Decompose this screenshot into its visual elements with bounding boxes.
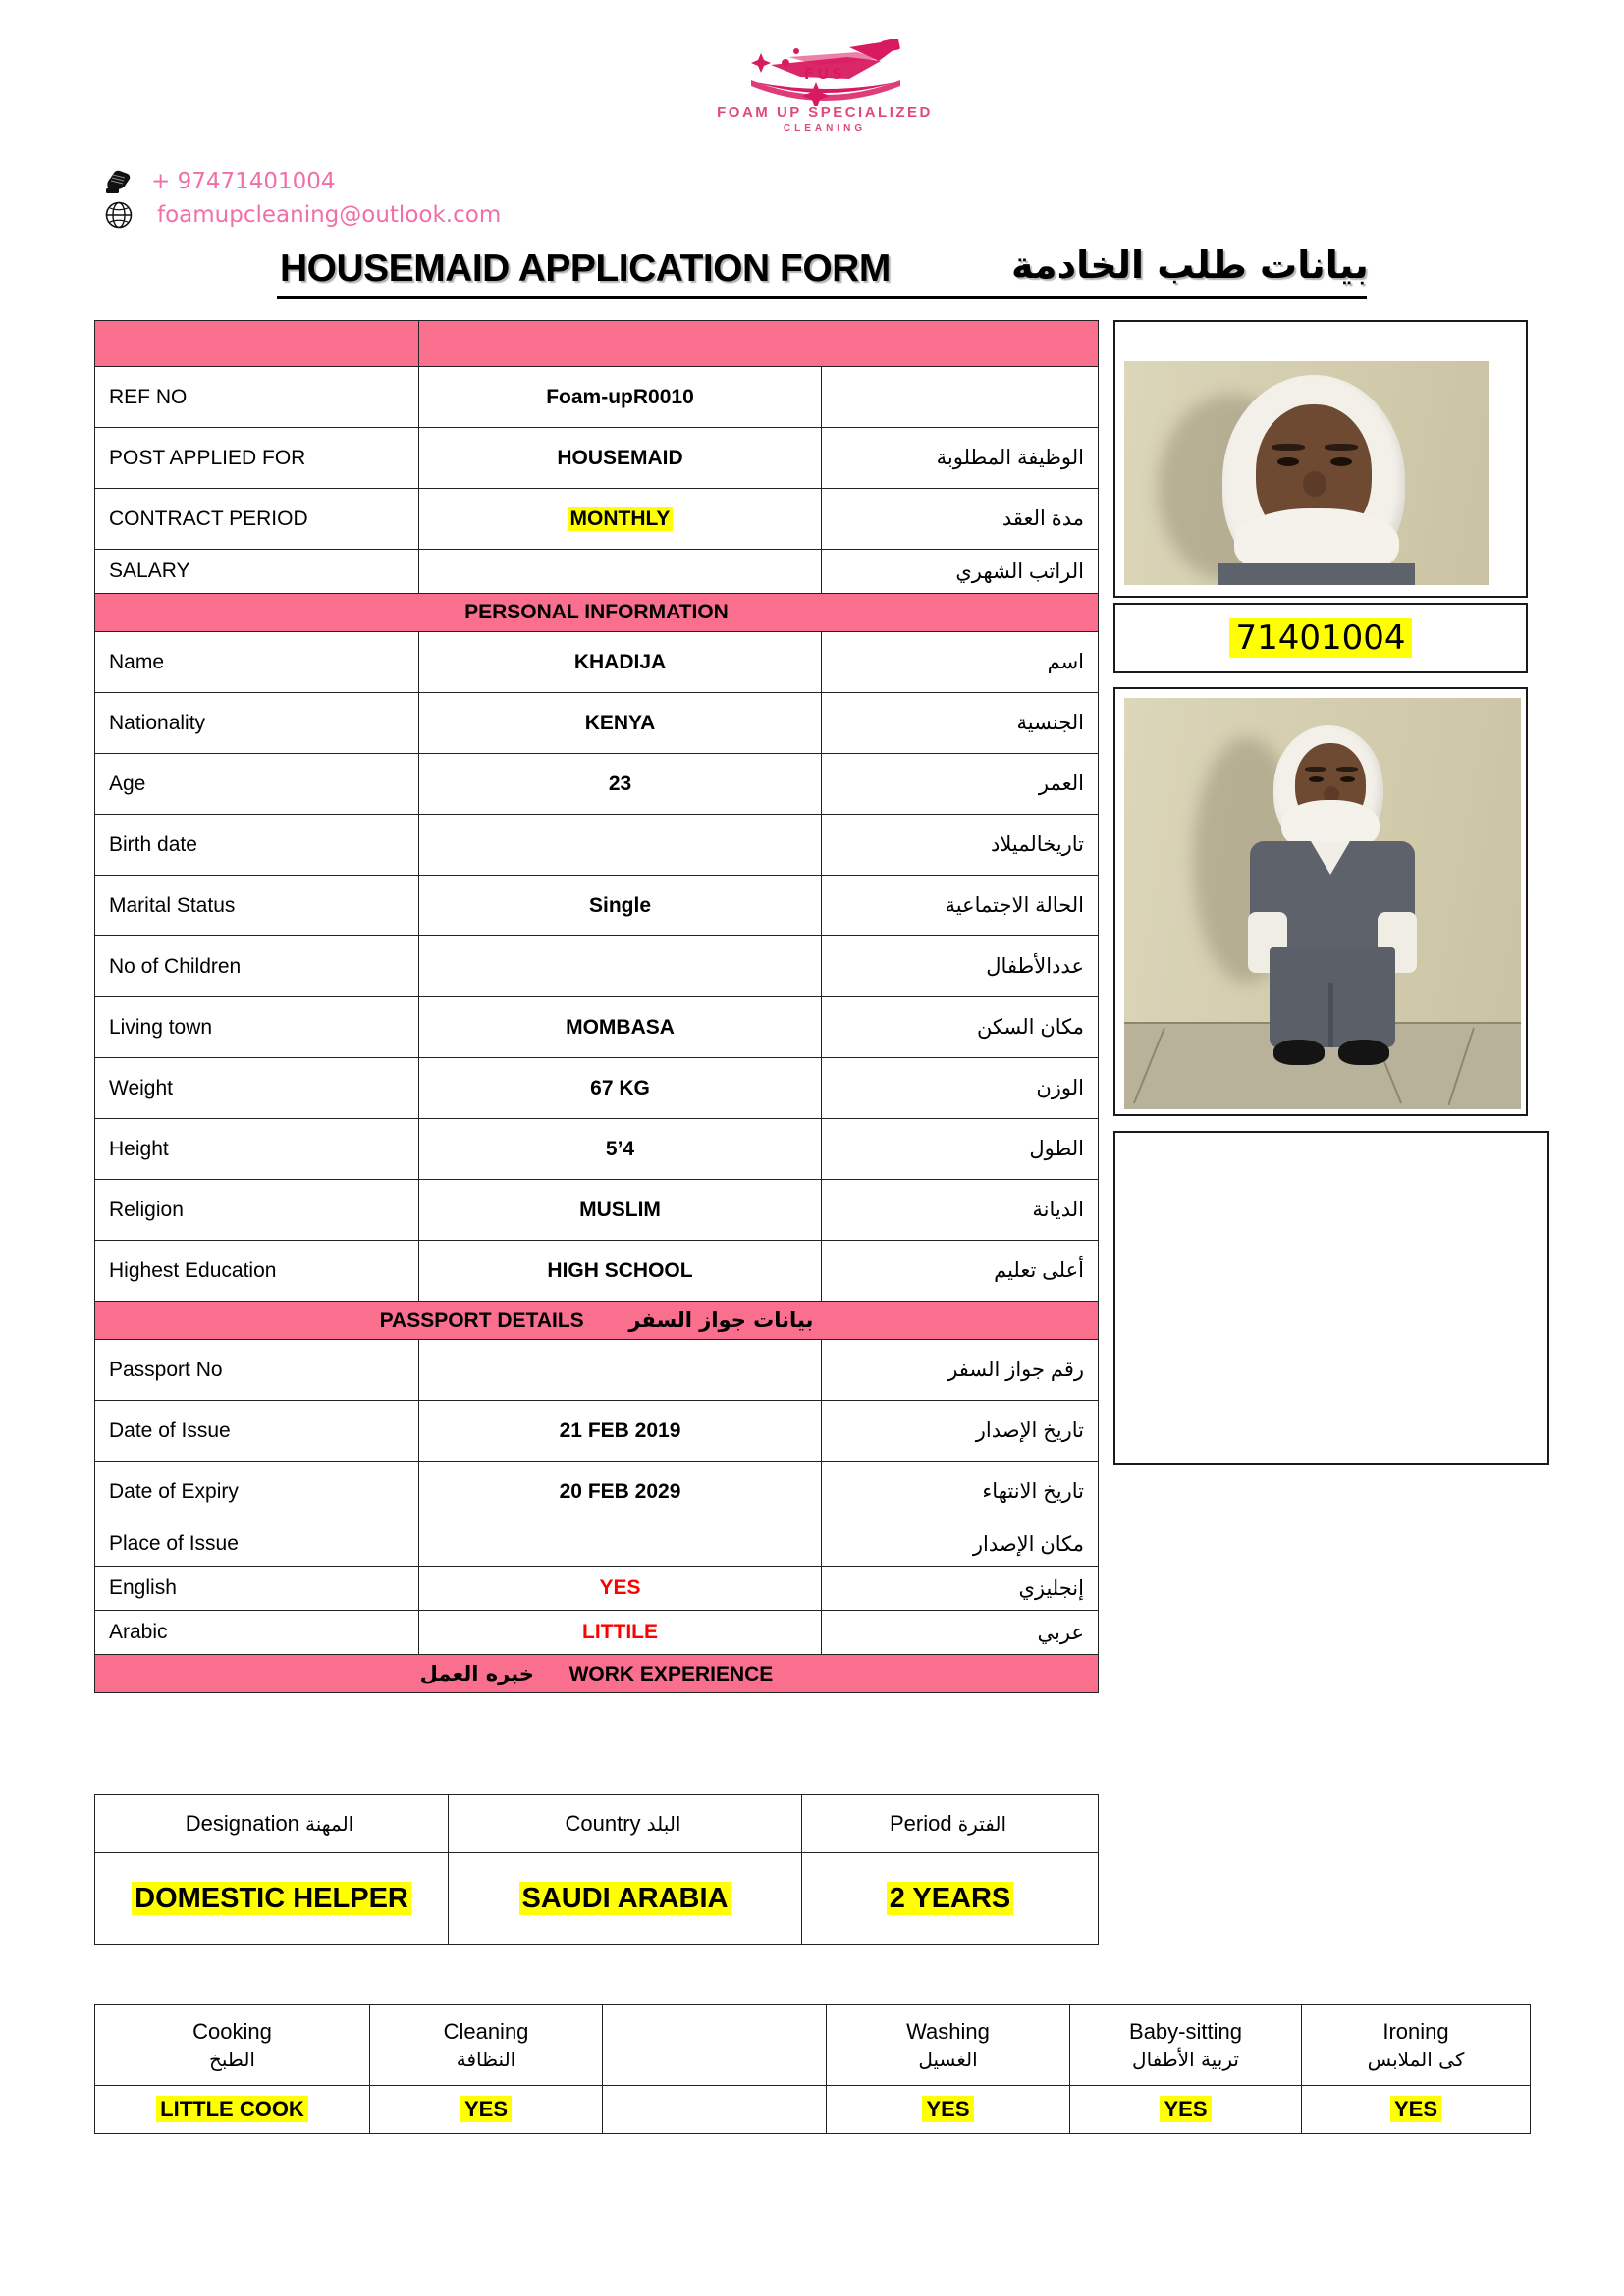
skill-value-cooking[interactable]: LITTLE COOK	[95, 2086, 370, 2134]
globe-icon	[98, 200, 139, 230]
field-label-arabic: مكان السكن	[822, 997, 1099, 1058]
skill-header-ironing: Ironing كى الملابس	[1302, 2005, 1531, 2086]
field-value[interactable]	[419, 936, 822, 997]
work-experience-header-row	[95, 1795, 1099, 1853]
field-label-arabic: رقم جواز السفر	[822, 1340, 1099, 1401]
work-designation-value: DOMESTIC HELPER	[132, 1882, 411, 1915]
applicant-full-body-photo-box	[1113, 687, 1528, 1116]
column-header-period: Period	[889, 1811, 952, 1836]
section-header-personal-information	[95, 594, 1099, 632]
contact-email-address[interactable]: foamupcleaning@outlook.com	[157, 202, 502, 228]
field-label: POST APPLIED FOR	[95, 428, 419, 489]
field-label: CONTRACT PERIOD	[95, 489, 419, 550]
field-label: Nationality	[95, 693, 419, 754]
field-label: Religion	[95, 1180, 419, 1241]
column-header-country-arabic: البلد	[646, 1812, 681, 1836]
field-label-arabic: الحالة الاجتماعية	[822, 876, 1099, 936]
section-title-arabic: بيانات جواز السفر	[628, 1308, 814, 1332]
logo-mark-icon	[731, 39, 918, 106]
table-row	[95, 1119, 1099, 1180]
contact-number-box	[1113, 603, 1528, 673]
table-row	[95, 1058, 1099, 1119]
field-value[interactable]	[419, 1340, 822, 1401]
field-value[interactable]	[419, 550, 822, 594]
table-row	[95, 1241, 1099, 1302]
field-value[interactable]: 23	[419, 754, 822, 815]
field-label: Weight	[95, 1058, 419, 1119]
logo-company-name: FOAM UP SPECIALIZED	[717, 104, 933, 121]
contact-block	[98, 165, 648, 232]
field-label: Age	[95, 754, 419, 815]
field-label: Arabic	[95, 1611, 419, 1655]
skill-header-baby-sitting: Baby-sitting تربية الأطفال	[1070, 2005, 1302, 2086]
table-row	[95, 428, 1099, 489]
work-experience-row	[95, 1853, 1099, 1945]
skill-value-baby-sitting[interactable]: YES	[1070, 2086, 1302, 2134]
skills-table	[94, 2004, 1531, 2134]
table-row	[95, 1462, 1099, 1522]
contact-number-value[interactable]: 71401004	[1229, 618, 1411, 658]
field-label: Living town	[95, 997, 419, 1058]
section-title-arabic: خبره العمل	[419, 1661, 534, 1685]
table-row	[95, 1340, 1099, 1401]
column-header-designation: Designation	[185, 1811, 299, 1836]
table-row	[95, 936, 1099, 997]
telephone-icon	[98, 169, 139, 194]
field-label-arabic: العمر	[822, 754, 1099, 815]
top-pink-banner-row	[95, 321, 1099, 367]
field-value[interactable]: LITTILE	[419, 1611, 822, 1655]
field-label-arabic: تاريخ الانتهاء	[822, 1462, 1099, 1522]
applicant-portrait-photo-box	[1113, 320, 1528, 598]
skill-header-blank	[603, 2005, 827, 2086]
field-label: Passport No	[95, 1340, 419, 1401]
field-value[interactable]: 20 FEB 2029	[419, 1462, 822, 1522]
table-row	[95, 1401, 1099, 1462]
field-label-arabic: الديانة	[822, 1180, 1099, 1241]
field-value[interactable]: 21 FEB 2019	[419, 1401, 822, 1462]
field-label-arabic	[822, 367, 1099, 428]
table-row	[95, 693, 1099, 754]
table-row	[95, 632, 1099, 693]
field-value[interactable]	[419, 815, 822, 876]
field-value[interactable]: 5’4	[419, 1119, 822, 1180]
table-row	[95, 815, 1099, 876]
work-period-value: 2 YEARS	[887, 1882, 1014, 1915]
field-label-arabic: أعلى تعليم	[822, 1241, 1099, 1302]
field-label: Highest Education	[95, 1241, 419, 1302]
field-value[interactable]: Foam-upR0010	[419, 367, 822, 428]
field-label: SALARY	[95, 550, 419, 594]
application-details-table	[94, 320, 1099, 1693]
section-header-passport-details	[95, 1302, 1099, 1340]
contact-phone-number[interactable]: + 97471401004	[151, 169, 336, 194]
contact-phone-row	[98, 165, 648, 198]
contact-email-row	[98, 198, 648, 232]
applicant-portrait-photo	[1124, 361, 1489, 585]
page-title-arabic: بيانات طلب الخادمة	[1011, 243, 1369, 287]
field-label: English	[95, 1567, 419, 1611]
section-title-english: WORK EXPERIENCE	[568, 1662, 774, 1685]
title-underline	[277, 296, 1367, 299]
field-value[interactable]: YES	[419, 1567, 822, 1611]
field-label-arabic: عربي	[822, 1611, 1099, 1655]
field-label-arabic: الوظيفة المطلوبة	[822, 428, 1099, 489]
field-label-arabic: مدة العقد	[822, 489, 1099, 550]
applicant-full-body-photo	[1124, 698, 1521, 1109]
field-value-highlight: MONTHLY	[568, 507, 674, 531]
banner-cell-right	[419, 321, 1099, 367]
field-value[interactable]: HIGH SCHOOL	[419, 1241, 822, 1302]
logo-company-subtitle: CLEANING	[783, 123, 867, 133]
field-value[interactable]: KENYA	[419, 693, 822, 754]
table-row	[95, 1567, 1099, 1611]
field-label-arabic: إنجليزي	[822, 1567, 1099, 1611]
skill-value-blank[interactable]	[603, 2086, 827, 2134]
field-label: Date of Expiry	[95, 1462, 419, 1522]
field-label-arabic: اسم	[822, 632, 1099, 693]
field-value[interactable]: MUSLIM	[419, 1180, 822, 1241]
field-label-arabic: مكان الإصدار	[822, 1522, 1099, 1567]
column-header-designation-arabic: المهنة	[305, 1812, 354, 1836]
field-value[interactable]: Single	[419, 876, 822, 936]
field-value[interactable]: 67 KG	[419, 1058, 822, 1119]
table-row	[95, 1611, 1099, 1655]
section-title: PERSONAL INFORMATION	[95, 594, 1099, 632]
field-label-arabic: تاريخ الإصدار	[822, 1401, 1099, 1462]
field-label: Marital Status	[95, 876, 419, 936]
skill-value-ironing[interactable]: YES	[1302, 2086, 1531, 2134]
table-row	[95, 489, 1099, 550]
field-value[interactable]: MOMBASA	[419, 997, 822, 1058]
page-title-english: HOUSEMAID APPLICATION FORM	[280, 247, 891, 290]
skills-value-row	[95, 2086, 1531, 2134]
work-experience-table	[94, 1794, 1099, 1945]
banner-cell-left	[95, 321, 419, 367]
section-header-work-experience	[95, 1655, 1099, 1693]
field-label: No of Children	[95, 936, 419, 997]
field-label: Date of Issue	[95, 1401, 419, 1462]
field-label-arabic: الراتب الشهري	[822, 550, 1099, 594]
skill-value-cleaning[interactable]: YES	[370, 2086, 603, 2134]
field-label: REF NO	[95, 367, 419, 428]
field-label-arabic: الوزن	[822, 1058, 1099, 1119]
field-label: Place of Issue	[95, 1522, 419, 1567]
skill-value-washing[interactable]: YES	[827, 2086, 1070, 2134]
column-header-country: Country	[565, 1811, 641, 1836]
section-title-english: PASSPORT DETAILS	[379, 1308, 584, 1332]
svg-text:FUS: FUS	[803, 65, 846, 82]
field-value[interactable]	[419, 489, 822, 550]
field-label-arabic: تاريخالميلاد	[822, 815, 1099, 876]
field-value[interactable]	[419, 1522, 822, 1567]
skill-header-cleaning: Cleaning النظافة	[370, 2005, 603, 2086]
table-row	[95, 997, 1099, 1058]
skills-header-row	[95, 2005, 1531, 2086]
field-value[interactable]: HOUSEMAID	[419, 428, 822, 489]
field-label-arabic: الطول	[822, 1119, 1099, 1180]
column-header-period-arabic: الفترة	[957, 1812, 1007, 1836]
skill-header-cooking: Cooking الطبخ	[95, 2005, 370, 2086]
field-label-arabic: الجنسية	[822, 693, 1099, 754]
field-label: Birth date	[95, 815, 419, 876]
table-row	[95, 367, 1099, 428]
table-row	[95, 1522, 1099, 1567]
notes-empty-box[interactable]	[1113, 1131, 1549, 1465]
field-label: Name	[95, 632, 419, 693]
table-row	[95, 1180, 1099, 1241]
table-row	[95, 754, 1099, 815]
company-logo	[687, 39, 962, 147]
work-country-value: SAUDI ARABIA	[519, 1882, 731, 1915]
field-label: Height	[95, 1119, 419, 1180]
table-row	[95, 876, 1099, 936]
field-value[interactable]: KHADIJA	[419, 632, 822, 693]
skill-header-washing: Washing الغسيل	[827, 2005, 1070, 2086]
field-label-arabic: عددالأطفال	[822, 936, 1099, 997]
table-row	[95, 550, 1099, 594]
